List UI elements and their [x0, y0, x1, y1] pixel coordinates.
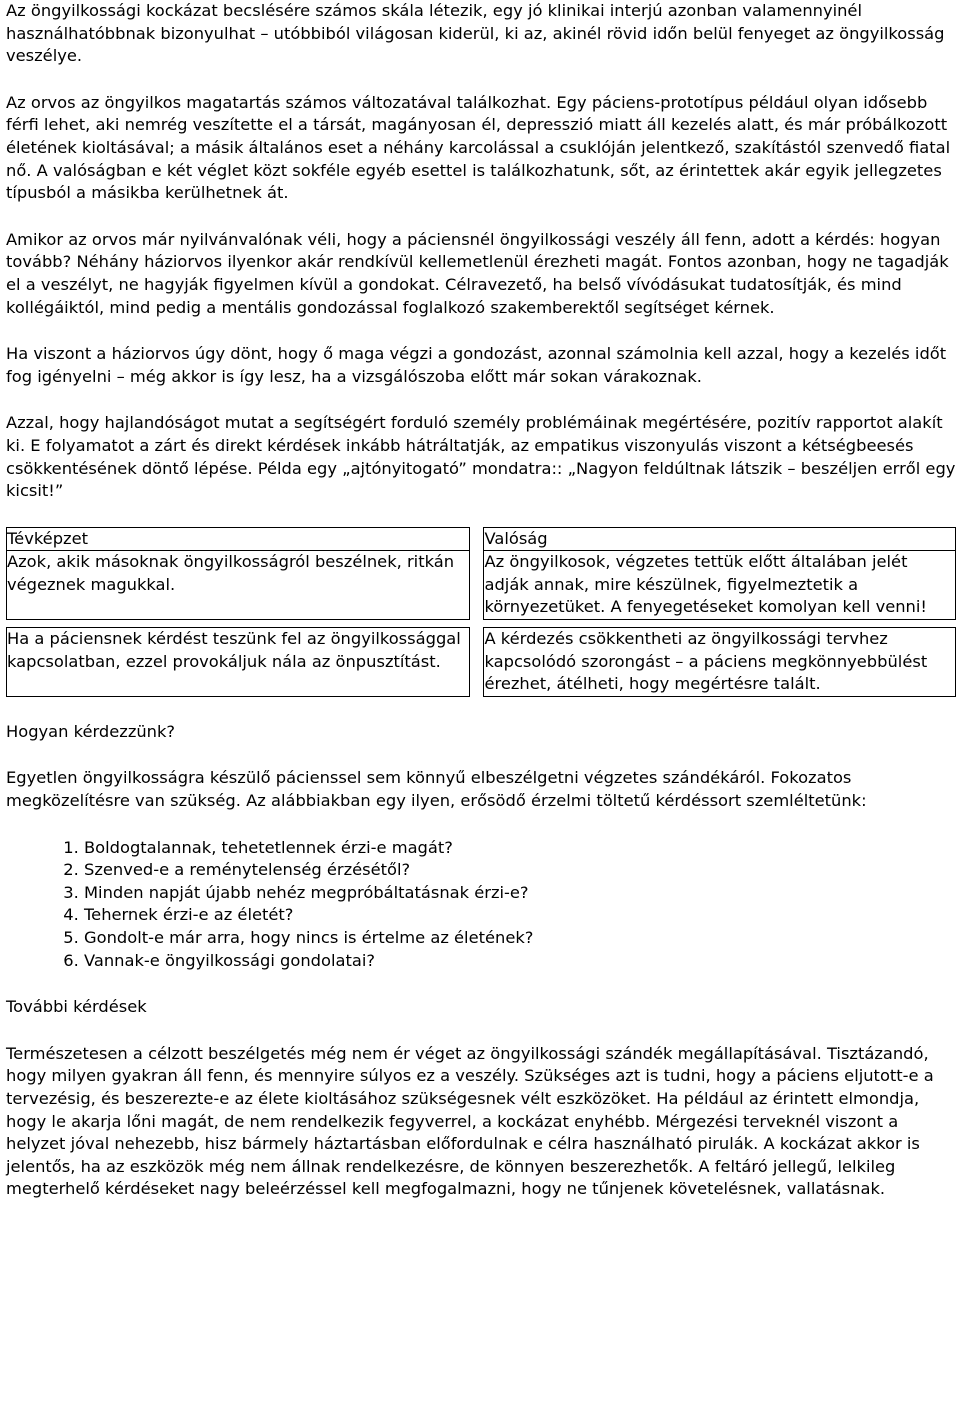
- next-steps-paragraph: Amikor az orvos már nyilvánvalónak véli, hogy a páciensnél öngyilkossági veszély áll fenn, adott a kérdés: hogyan tovább? Néhány háziorvos ilyenkor akár rendkívül kellemetlenül érezheti magát. Fontos azonban, hogy ne tagadják el a veszélyt, ne hagyják figyelmen kívül a gondokat. Célravezető, ha belső vívódásukat tudatosítják, és mind kollégáiktól, mind pedig a mentális gondozással foglalkozó szakemberektől segítséget kérnek.: [6, 229, 949, 317]
- list-item: 5. Gondolt-e már arra, hogy nincs is értelme az életének?: [84, 927, 956, 950]
- list-item: 1. Boldogtalannak, tehetetlennek érzi-e magát?: [84, 837, 956, 860]
- time-paragraph: Ha viszont a háziorvos úgy dönt, hogy ő maga végzi a gondozást, azonnal számolnia kell azzal, hogy a kezelés időt fog igényelni – még akkor is így lesz, ha a vizsgálószoba előtt már sokan várakoznak.: [6, 344, 947, 386]
- rapport-paragraph: Azzal, hogy hajlandóságot mutat a segítségért forduló személy problémáinak megértésére, pozitív rapportot alakít ki. E folyamatot a zárt és direkt kérdések inkább hátráltatják, az empatikus viszonyulás viszont a kétségbeesés csökkentésének döntő lépése. Példa egy „ajtónyitogató” mondatra:: „Nagyon feldúltnak látszik – beszéljen erről egy kicsit!”: [6, 413, 956, 501]
- header-myth: Tévképzet: [7, 527, 470, 551]
- how-to-ask-intro: Egyetlen öngyilkosságra készülő pácienssel sem könnyű elbeszélgetni végzetes szándékáról. Fokozatos megközelítésre van szükség. Az alábbiakban egy ilyen, erősödő érzelmi töltetű kérdéssort szemléltetünk:: [6, 768, 867, 811]
- list-item: 2. Szenved-e a reménytelenség érzésétől?: [84, 859, 956, 882]
- further-questions-body: Természetesen a célzott beszélgetés még nem ér véget az öngyilkossági szándék megállapításával. Tisztázandó, hogy milyen gyakran áll fenn, és mennyire súlyos ez a veszély. Szükséges azt is tudni, hogy a páciens eljutott-e a tervezésig, és beszerezte-e az élete kioltásához szükségesnek vélt eszközöket. Ha például az érintett elmondja, hogy le akarja lőni magát, de nem rendelkezik fegyverrel, a kockázat enyhébb. Mérgezési terveknél viszont a helyzet jóval nehezebb, hisz bármely háztartásban előfordulnak e célra használható pirulák. A kockázat akkor is jelentős, ha az eszközök még nem állnak rendelkezésre, de könnyen beszerezhetők. A feltáró jellegű, lelkileg megterhelő kérdéseket nagy beleérzéssel kell megfogalmazni, hogy ne tűnjenek követelésnek, vallatásnak.: [6, 1043, 934, 1199]
- list-item: 6. Vannak-e öngyilkossági gondolatai?: [84, 950, 956, 973]
- document-page: [6, 0, 956, 1201]
- myth-cell-2: Ha a páciensnek kérdést teszünk fel az öngyilkossággal kapcsolatban, ezzel provokáljuk nála az önpusztítást.: [7, 628, 470, 697]
- list-item: 4. Tehernek érzi-e az életét?: [84, 904, 956, 927]
- table-row: [7, 628, 956, 697]
- list-item: 3. Minden napját újabb nehéz megpróbáltatásnak érzi-e?: [84, 882, 956, 905]
- intro-paragraph: Az öngyilkossági kockázat becslésére számos skála létezik, egy jó klinikai interjú azonban valamennyinél használhatóbbnak bizonyulhat – utóbbiból világosan kiderül, ki az, akinél rövid időn belül fenyeget az öngyilkosság veszélye.: [6, 1, 945, 66]
- myth-reality-table: [6, 527, 956, 697]
- reality-cell-2: A kérdezés csökkentheti az öngyilkossági tervhez kapcsolódó szorongást – a páciens megkönnyebbülést érezhet, átélheti, hogy megértésre talált.: [484, 628, 956, 697]
- question-list: [6, 837, 956, 973]
- prototype-paragraph: Az orvos az öngyilkos magatartás számos változatával találkozhat. Egy páciens-prototípus például olyan idősebb férfi lehet, aki nemrég veszítette el a társát, magányosan él, depresszió miatt áll kezelés alatt, és már próbálkozott életének kioltásával; a másik általános eset a néhány karcolással a csuklóján jelentkező, szakítástól szenvedő fiatal nő. A valóságban e két véglet közt sokféle egyéb esettel is találkozhatunk, sőt, az érintettek akár egyik jellegzetes típusból a másikba kerülhetnek át.: [6, 92, 951, 203]
- section-heading-further-questions: További kérdések: [6, 997, 147, 1017]
- header-reality: Valóság: [484, 527, 956, 551]
- section-heading-how-to-ask: Hogyan kérdezzünk?: [6, 721, 176, 741]
- reality-cell-1: Az öngyilkosok, végzetes tettük előtt általában jelét adják annak, mire készülnek, figyelmeztetik a környezetüket. A fenyegetéseket komolyan kell venni!: [484, 551, 956, 620]
- table-row: [7, 551, 956, 620]
- myth-cell-1: Azok, akik másoknak öngyilkosságról beszélnek, ritkán végeznek magukkal.: [7, 551, 470, 620]
- table-header-row: [7, 527, 956, 551]
